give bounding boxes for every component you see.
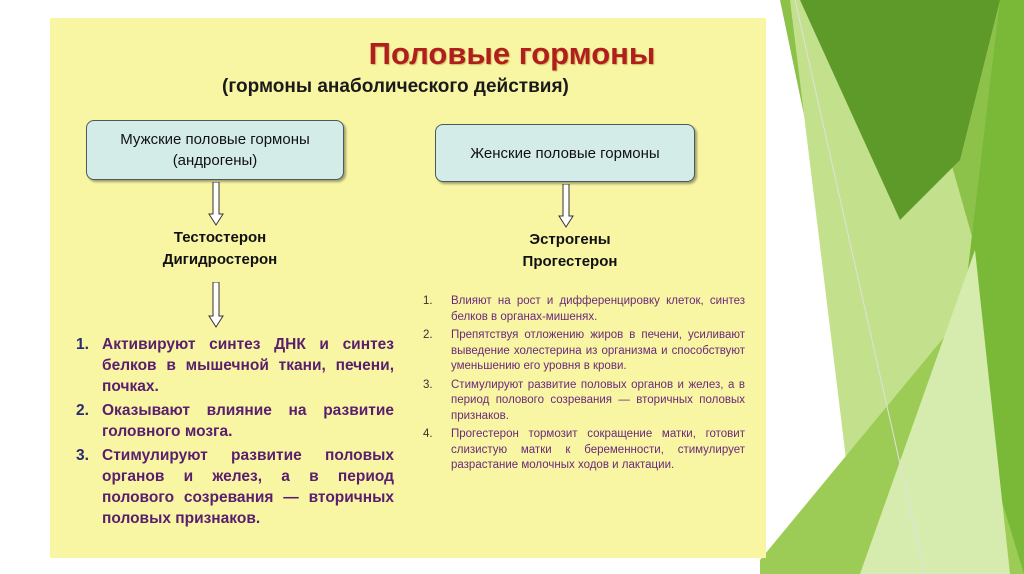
list-item-number: 4. (423, 428, 433, 440)
list-item-number: 1. (423, 295, 433, 307)
male-box-line1: Мужские половые гормоны (120, 131, 310, 148)
male-effects-list (76, 334, 394, 532)
list-item (76, 400, 394, 442)
hormone-estrogens: Эстрогены (529, 231, 611, 248)
hormone-dihydrosterone: Дигидростерон (162, 251, 278, 268)
list-item (76, 334, 394, 397)
female-box-line1: Женские половые гормоны (470, 144, 660, 162)
list-item-text: Прогестерон тормозит сокращение матки, готовит слизистую матки к беременности, стимулирует разрастание молочных ходов и лактации. (451, 428, 745, 471)
list-item-text: Стимулируют развитие половых органов и желез, а в период полового созревания — вторичных половых признаков. (451, 378, 745, 422)
list-item-number: 1. (76, 336, 89, 353)
list-item (423, 378, 745, 425)
female-hormones-list (490, 229, 650, 273)
list-item (76, 445, 394, 529)
list-item (423, 427, 745, 474)
list-item-number: 3. (76, 447, 89, 464)
arrow-down-icon (208, 282, 224, 328)
list-item-text: Влияют на рост и дифференцировку клеток, синтез белков в органах-мишенях. (451, 295, 745, 323)
slide-subtitle: (гормоны анаболического действия) (222, 76, 569, 97)
list-item (423, 294, 745, 325)
female-hormones-box (435, 124, 695, 182)
list-item-text: Активируют синтез ДНК и синтез белков в мышечной ткани, печени, почках. (102, 336, 394, 395)
list-item-number: 2. (423, 329, 433, 341)
male-hormones-list (140, 227, 300, 271)
arrow-down-icon (558, 184, 574, 228)
male-box-line2: (андрогены) (172, 152, 258, 169)
list-item (423, 328, 745, 375)
list-item-number: 3. (423, 378, 433, 391)
list-item-text: Препятствуя отложению жиров в печени, усиливают выведение холестерина из организма и способствуют уменьшению его уровня в крови. (451, 329, 745, 372)
slide-title: Половые гормоны (368, 36, 656, 71)
hormone-testosterone: Тестостерон (173, 229, 267, 246)
hormone-progesterone: Прогестерон (522, 253, 618, 270)
male-hormones-box (86, 120, 344, 180)
female-effects-list (423, 294, 745, 477)
list-item-text: Стимулируют развитие половых органов и желез, а в период полового созревания — вторичных половых признаков. (102, 447, 394, 527)
list-item-text: Оказывают влияние на развитие головного мозга. (102, 402, 394, 440)
arrow-down-icon (208, 182, 224, 226)
list-item-number: 2. (76, 402, 89, 419)
